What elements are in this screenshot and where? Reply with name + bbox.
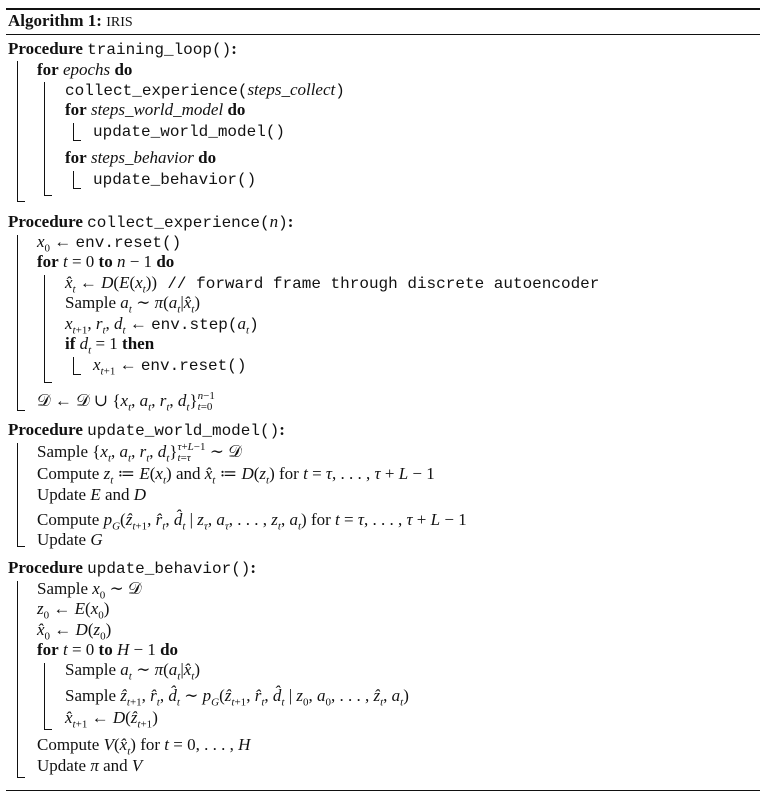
imagine-sample-transition-line: Sample ẑ$_{t+1}$, $r̂_t$, $d̂_t$ ∼ $p_G(ẑ_{t+1}$, $r̂_t$, $d̂_t$ | $z_0$, $a_0$, . . . , ẑ$_t$, $a_t$) [65,686,409,709]
block-bar [44,275,52,383]
compute-z-line: Compute $z_t$ ≔ $E(x_t)$ and $x̂_t$ ≔ $D(z_t)$ for t = τ, . . . , τ + L − 1 [37,464,435,487]
encode-decode-line: $x̂_t$ ← $D(E(x_t))$ // forward frame through discrete autoencoder [65,273,600,296]
sample-x0-line: Sample $x_0$ ∼ 𝒟 [37,579,142,602]
dataset-union-line: 𝒟 ← 𝒟 ∪ {$x_t$, $a_t$, $r_t$, $d_t\}n-1$ t=0 [37,390,215,414]
block-bar [17,443,25,547]
sample-batch-line: Sample {$x_t$, $a_t$, $r_t$, $d_t\}\tau+L-1$ t=τ ∼ 𝒟 [37,441,242,465]
block-bar [44,663,52,730]
procedure-update-world-model-header: Procedure update_world_model(): [8,420,285,440]
block-bar [73,357,81,375]
update-pi-v-line: Update π and V [37,756,143,775]
block-bar [17,235,25,411]
decode-next-line: $x̂_{t+1}$ ← D(ẑ$_{t+1}$) [65,708,158,731]
compute-pg-line: Compute $p_G(ẑ_{t+1}$, $r̂_t$, $d̂_t$ | $z_\tau$, $a_\tau$, . . . , $z_t$, $a_t$) for t = τ, . . . , τ + L − 1 [37,510,467,533]
update-world-model-call: update_world_model() [93,123,286,141]
update-behavior-call: update_behavior() [93,171,257,189]
env-step-line: $x_{t+1}$, $r_t$, $d_t$ ← $env.step(a_t)$ [65,314,259,337]
for-epochs-line: for epochs do [37,60,133,79]
if-done-line: if $d_t = 1$ then [65,334,155,357]
algorithm-caption [8,11,133,33]
procedure-update-behavior-header: Procedure update_behavior(): [8,558,257,578]
algorithm-name: IRIS [106,15,133,30]
block-bar [17,581,25,778]
reset-on-done-line: $x_{t+1}$ ← env.reset() [93,355,247,378]
compute-value-line: Compute $V(x̂_t)$ for t = 0, . . . , H [37,735,251,758]
for-steps-world-model-line: for steps_world_model do [65,100,246,119]
imagine-sample-action-line: Sample $a_t$ ∼ $\pi(a_t|x̂_t)$ [65,660,201,683]
procedure-collect-experience-header: Procedure collect_experience(n): [8,212,294,232]
top-rule [6,8,760,10]
procedure-training-loop-header: Procedure training_loop(): [8,39,237,59]
algorithm-label: Algorithm 1: [8,11,102,30]
z0-line: $z_0$ ← $E(x_0)$ [37,599,110,622]
for-horizon-line: for t = 0 to H − 1 do [37,640,179,659]
for-steps-behavior-line: for steps_behavior do [65,148,217,167]
bottom-rule [6,790,760,791]
collect-call-line: collect_experience(steps_collect) [65,80,345,100]
update-g-line: Update G [37,530,103,549]
block-bar [73,171,81,189]
header-rule [6,34,760,35]
sample-action-line: Sample $a_t$ ∼ $\pi(a_t|x̂_t)$ [65,293,201,316]
x0hat-line: $x̂_0$ ← $D(z_0)$ [37,620,112,643]
for-t-line: for t = 0 to n − 1 do [37,252,175,271]
block-bar [73,123,81,141]
x0-reset-line: $x_0$ ← env.reset() [37,232,182,255]
block-bar [17,61,25,202]
update-e-d-line: Update E and D [37,485,147,504]
block-bar [44,82,52,196]
